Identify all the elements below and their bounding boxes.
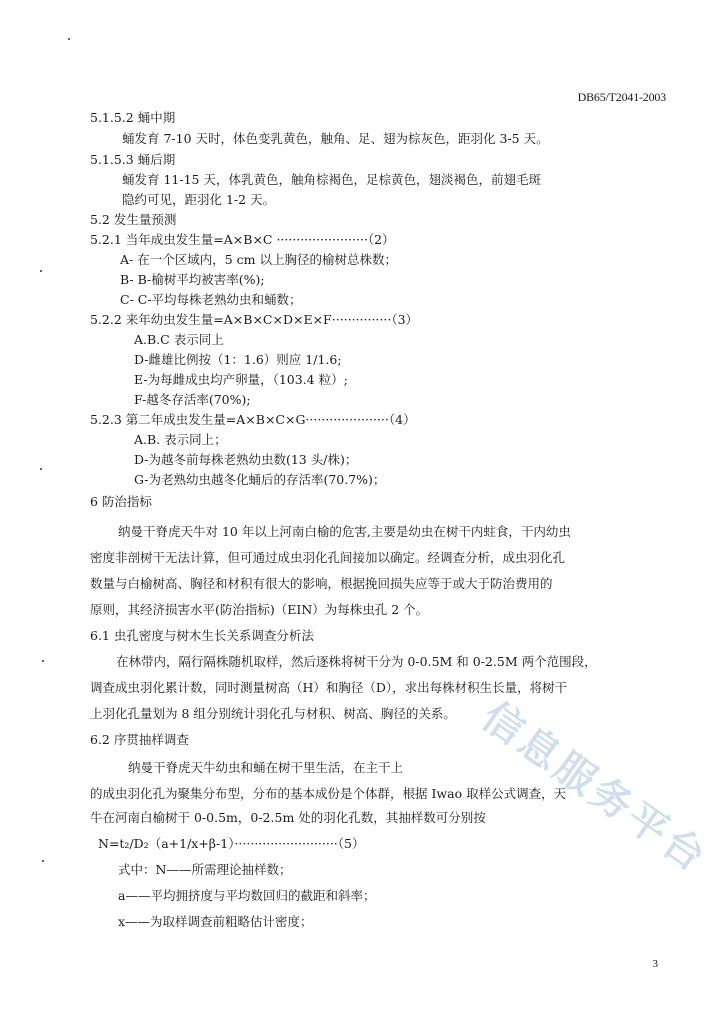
section-heading: 6.1 虫孔密度与树木生长关系调查分析法 (90, 628, 314, 643)
paragraph-line: 上羽化孔量划为 8 组分别统计羽化孔与材积、树高、胸径的关系。 (90, 706, 456, 721)
formula-definition: G-为老熟幼虫越冬化蛹后的存活率(70.7%)； (134, 472, 386, 487)
watermark: 信息服务平台 (473, 693, 717, 883)
formula-line: N=t₂/D₂（a+1/x+β-1）··························（5） (98, 836, 365, 851)
paragraph-line: 的成虫羽化孔为聚集分布型，分布的基本成份是个体群，根据 Iwao 取样公式调查，天 (90, 786, 567, 801)
paragraph-line: 牛在河南白榆树干 0-0.5m，0-2.5m 处的羽化孔数，其抽样数可分别按 (90, 810, 486, 825)
paragraph-line: 在林带内，隔行隔株随机取样，然后逐株将树干分为 0-0.5M 和 0-2.5M 两个范围段， (116, 654, 597, 669)
formula-definition: A- 在一个区域内，5 cm 以上胸径的榆树总株数； (120, 252, 397, 267)
scan-speck (40, 468, 42, 470)
formula-definition: D-雌雄比例按（1：1.6）则应 1/1.6; (134, 352, 342, 367)
body-text: 隐约可见，距羽化 1-2 天。 (122, 192, 276, 207)
formula-definition: B- B-榆树平均被害率(%); (120, 272, 265, 287)
formula-definition: x——为取样调查前粗略估计密度； (118, 914, 313, 929)
formula-definition: F-越冬存活率(70%); (134, 392, 251, 407)
body-text: 蛹发育 11-15 天，体乳黄色，触角棕褐色，足棕黄色，翅淡褐色，前翅毛斑 (122, 172, 541, 187)
paragraph-line: 数量与白榆树高、胸径和材积有很大的影响，根据挽回损失应等于或大于防治费用的 (90, 576, 553, 591)
formula-definition: a——平均拥挤度与平均数回归的截距和斜率； (118, 888, 376, 903)
scan-speck (68, 38, 70, 40)
formula-line: 5.2.1 当年成虫发生量=A×B×C ·······················（2） (90, 232, 395, 247)
paragraph-line: 原则，其经济损害水平(防治指标)（EIN）为每株虫孔 2 个。 (90, 602, 429, 617)
formula-definition: C- C-平均每株老熟幼虫和蛹数； (120, 292, 302, 307)
section-heading: 5.1.5.3 蛹后期 (90, 152, 176, 167)
scan-speck (42, 660, 44, 662)
paragraph-line: 调查成虫羽化累计数，同时测量树高（H）和胸径（D），求出每株材积生长量，将树干 (90, 680, 568, 695)
paragraph-line: 密度非剖树干无法计算，但可通过成虫羽化孔间接加以确定。经调查分析，成虫羽化孔 (90, 550, 566, 565)
formula-definition: E-为每雌成虫均产卵量，（103.4 粒）; (134, 372, 348, 387)
formula-line: 5.2.3 第二年成虫发生量=A×B×C×G·····················（4） (90, 412, 416, 427)
section-heading: 6 防治指标 (90, 494, 152, 509)
section-heading: 5.1.5.2 蛹中期 (90, 110, 176, 125)
section-heading: 5.2 发生量预测 (90, 212, 177, 227)
paragraph-line: 纳曼干脊虎天牛对 10 年以上河南白榆的危害,主要是幼虫在树干内蛀食，干内幼虫 (118, 524, 571, 539)
formula-definition: D-为越冬前每株老熟幼虫数(13 头/株)； (134, 452, 358, 467)
paragraph-line: 纳曼干脊虎天牛幼虫和蛹在树干里生活，在主干上 (128, 760, 404, 775)
body-text: 蛹发育 7-10 天时，体色变乳黄色，触角、足、翅为棕灰色，距羽化 3-5 天。 (122, 131, 549, 146)
formula-definition: A.B. 表示同上； (134, 432, 227, 447)
document-code: DB65/T2041-2003 (577, 90, 666, 104)
formula-line: 5.2.2 来年幼虫发生量=A×B×C×D×E×F···············（3） (90, 312, 419, 327)
formula-definition: 式中：N——所需理论抽样数； (118, 862, 292, 877)
formula-definition: A.B.C 表示同上 (134, 332, 224, 347)
scan-speck (40, 270, 42, 272)
section-heading: 6.2 序贯抽样调查 (90, 732, 189, 747)
scan-speck (42, 860, 44, 862)
page-number: 3 (652, 958, 658, 970)
